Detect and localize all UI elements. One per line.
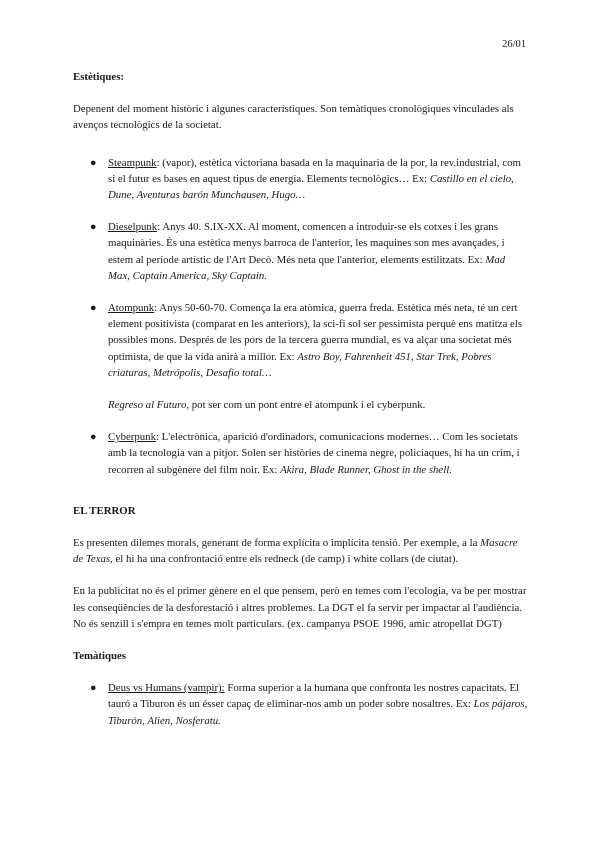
atompunk-note bbox=[73, 397, 528, 413]
list-item-cyberpunk bbox=[73, 429, 528, 478]
list-item-dieselpunk bbox=[73, 219, 528, 284]
terror-paragraph-2: En la publicitat no és el primer gènere en el que pensem, però en temes com l'ecologia, va be per mostrar les conseqüències de la desforestació i altres problemes. La DGT el fa servir per impactar al l'audiència. No és senzill i s'empra en temes molt particulars. (ex. campanya PSOE 1996, amic atropellat DGT) bbox=[73, 585, 527, 630]
list-item-atompunk bbox=[73, 300, 528, 381]
terror-p1-film: Masacre de Texas bbox=[73, 537, 518, 566]
term-deus-vs-humans: Deus vs Humans (vampir): bbox=[108, 682, 225, 695]
text-deus-vs-humans: Forma superior a la humana que confronta les nostres capacitats. El tauró a Tiburon és un ésser capaç de eliminar-nos amb un poder sobre nosaltres. Ex: bbox=[108, 682, 520, 711]
examples-deus-vs-humans: Los pájaros, Tiburón, Alien, Nosferatu. bbox=[108, 698, 528, 727]
section-heading-tematiques: Temàtiques bbox=[73, 650, 126, 663]
term-dieselpunk: Dieselpunk bbox=[108, 221, 158, 234]
page-content bbox=[73, 69, 528, 729]
page-number: 26/01 bbox=[502, 39, 526, 50]
bullet-icon: ● bbox=[90, 431, 97, 444]
section-heading-terror: EL TERROR bbox=[73, 504, 136, 517]
list-item-steampunk bbox=[73, 155, 528, 204]
text-atompunk: : Anys 50-60-70. Comença la era atòmica, guerra freda. Estètica més neta, té un cert element positivista (comparat en les anteriors), la sci-fi sol ser pessimista perquè ens matitza els possibles mons. Després de les pors de la tercera guerra mundial, es va alçar una societat més optimista, de que la vida anirà a millor. Ex: bbox=[108, 302, 523, 363]
term-steampunk: Steampunk bbox=[108, 156, 157, 169]
term-cyberpunk: Cyberpunk bbox=[108, 431, 156, 444]
list-item-deus-vs-humans bbox=[73, 680, 528, 729]
estetiques-intro: Depenent del moment històric i algunes característiques. Son temàtiques cronològiques vinculades als avenços tecnològics de la societat. bbox=[73, 103, 514, 132]
terror-p1-start: Es presenten dilemes morals, generant de forma explícita o implícita tensió. Per exemple, a la bbox=[73, 537, 481, 550]
text-dieselpunk: : Anys 40. S.IX-XX. Al moment, comencen a introduir-se els cotxes i les grans maquinàries. És una estètica menys barroca de l'anterior, les maquines son mes avançades, i estem al període artístic de l'Art Decò. Més neta que l'anterior, elements estilitzats. Ex: bbox=[108, 221, 505, 266]
examples-cyberpunk: Akira, Blade Runner, Ghost in the shell. bbox=[280, 463, 452, 476]
bullet-icon: ● bbox=[90, 682, 97, 695]
section-heading-estetiques: Estètiques: bbox=[73, 71, 124, 83]
term-atompunk: Atompunk bbox=[108, 302, 155, 315]
examples-dieselpunk: Mad Max, Captain America, Sky Captain. bbox=[108, 253, 506, 282]
text-steampunk: : (vapor), estètica victoriana basada en la maquinaria de la por, la rev.industrial, com si el futur es bases en aquest tipus de energia. Elements tecnològics… Ex: bbox=[108, 156, 521, 185]
text-cyberpunk: : L'electrònica, aparició d'ordinadors, comunicacions modernes… Com les societats amb la tecnologia van a pitjor. Solen ser històries de cinema negre, policíaques, hi ha un crim, i recorren al subgènere del film noir. Ex: bbox=[108, 431, 520, 476]
bullet-icon: ● bbox=[90, 221, 97, 234]
examples-atompunk: Astro Boy, Fahrenheit 451, Star Trek, Pobres criaturas, Metrópolis, Desafio total… bbox=[108, 350, 492, 379]
terror-p1-end: , el hi ha una confrontació entre els redneck (de camp) i white collars (de ciutat). bbox=[110, 553, 459, 566]
terror-paragraph-1 bbox=[73, 535, 528, 567]
bullet-icon: ● bbox=[90, 156, 97, 169]
estetiques-list bbox=[73, 155, 528, 478]
examples-steampunk: Castillo en el cielo, Dune, Aventuras barón Munchausen, Hugo… bbox=[108, 172, 514, 202]
tematiques-list bbox=[73, 680, 528, 729]
note-text: , pot ser com un pont entre el atompunk i el cyberpunk. bbox=[186, 399, 426, 412]
bullet-icon: ● bbox=[90, 302, 97, 315]
note-title: Regreso al Futuro bbox=[108, 399, 187, 412]
